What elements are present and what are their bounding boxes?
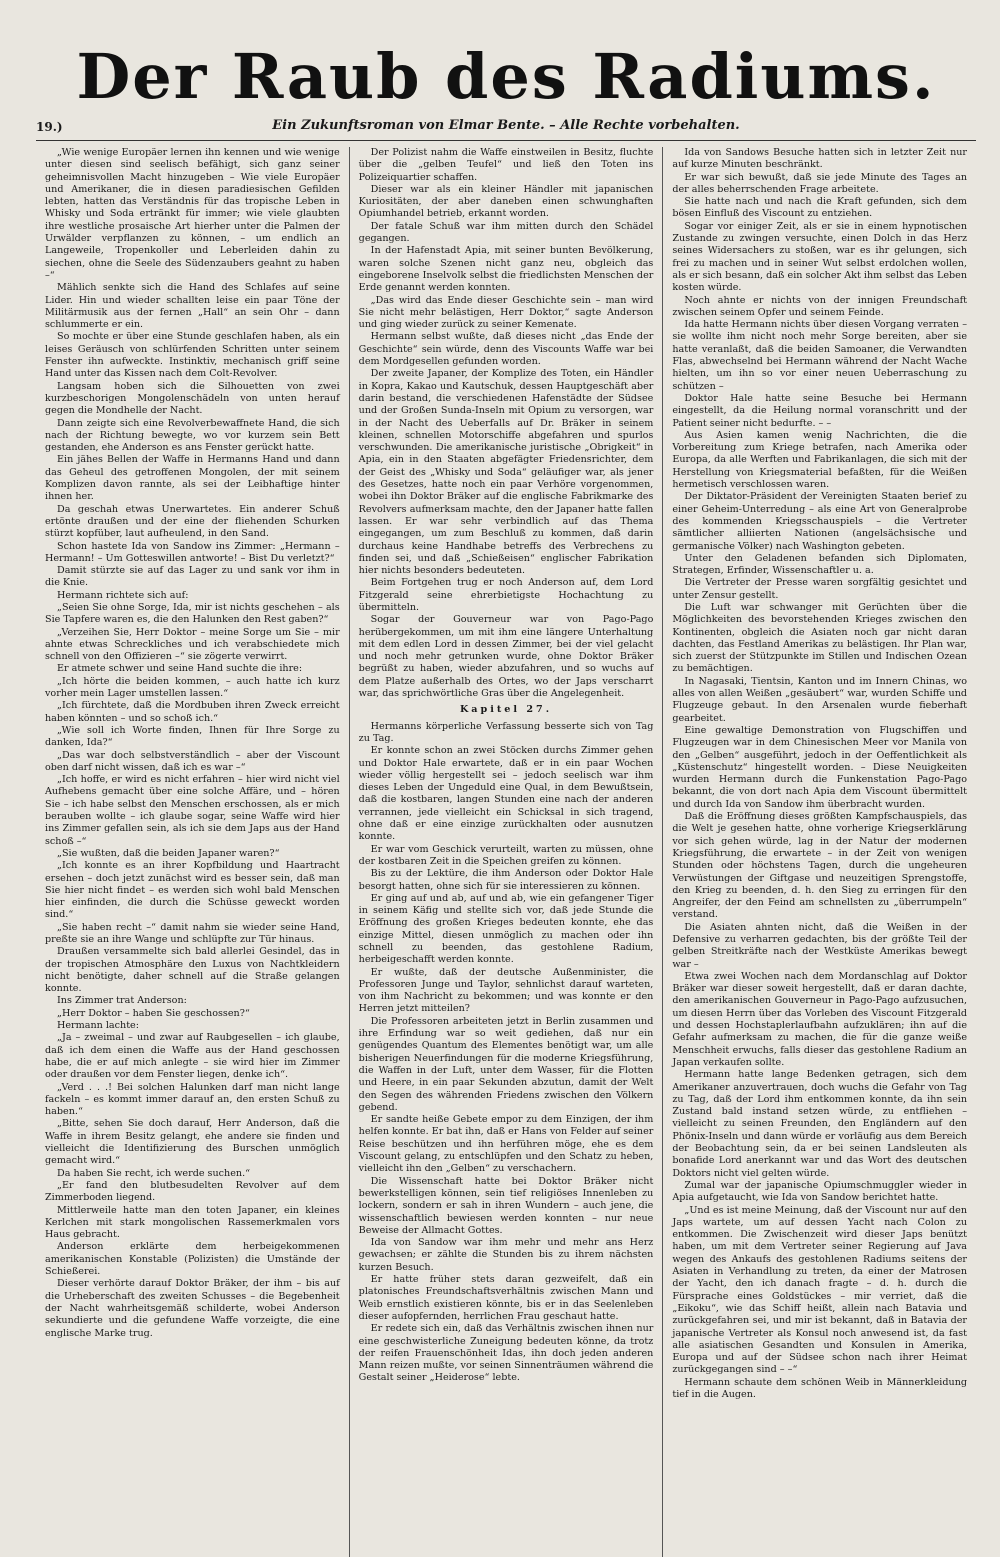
column-1 xyxy=(36,147,349,1557)
paragraph: Die Vertreter der Presse waren sorgfältig gesichtet und unter Zensur gestellt. xyxy=(672,577,968,601)
paragraph: Die Wissenschaft hatte bei Doktor Bräker nicht bewerkstelligen können, sein tief religiöses Innenleben zu lockern, sondern er sah in ihren Wundern – auch jene, die wissenschaftlich bewiesen werden konnten – nur neue Beweise der Allmacht Gottes. xyxy=(358,1175,654,1236)
paragraph: Doktor Hale hatte seine Besuche bei Hermann eingestellt, da die Heilung normal voranschritt und der Patient seiner nicht bedurfte. – – xyxy=(672,392,968,429)
paragraph: Draußen versammelte sich bald allerlei Gesindel, das in der tropischen Atmosphäre den Luxus von Nachtkleidern nicht benötigte, daher schnell auf die Straße gelangen konnte. xyxy=(45,946,340,995)
paragraph: Da geschah etwas Unerwartetes. Ein anderer Schuß ertönte draußen und der eine der fliehenden Schurken stürzt kopfüber, laut aufheulend, in den Sand. xyxy=(45,503,340,540)
paragraph: Die Luft war schwanger mit Gerüchten über die Möglichkeiten des bevorstehenden Krieges zwischen den Kontinenten, obgleich die Asiaten noch gar nicht daran dachten, das Festland Amerikas zu belästigen. Ihr Plan war, sich zuerst der Stützpunkte im Stillen und Indischen Ozean zu bemächtigen. xyxy=(672,601,968,675)
byline-bar xyxy=(36,116,976,141)
paragraph: Die Professoren arbeiteten jetzt in Berlin zusammen und ihre Erfindung war so weit gediehen, daß nur ein genügendes Quantum des Elementes benötigt war, um alle bisherigen Neuerfindungen für die moderne Kriegsführung, die Waffen in der Luft, unter dem Wasser, für die Flotten und Heere, in ein paar Sekunden abzutun, damit der Welt den Segen des währenden Friedens zwischen den Völkern gebend. xyxy=(358,1015,654,1113)
paragraph: In der Hafenstadt Apia, mit seiner bunten Bevölkerung, waren solche Szenen nicht ganz neu, obgleich das eingeborene Inselvolk selbst die friedlichsten Menschen der Erde genannt werden konnten. xyxy=(358,245,654,294)
paragraph: Sie hatte nach und nach die Kraft gefunden, sich dem bösen Einfluß des Viscount zu entziehen. xyxy=(672,196,968,220)
paragraph: Aus Asien kamen wenig Nachrichten, die die Vorbereitung zum Kriege betrafen, nach Amerika oder Europa, da alle Werften und Fabrikanlagen, die sich mit der Herstellung von Kriegsmaterial befaßten, für die Weißen hermetisch verschlossen waren. xyxy=(672,429,968,491)
installment-number: 19.) xyxy=(36,120,63,134)
paragraph: So mochte er über eine Stunde geschlafen haben, als ein leises Geräusch von schlürfenden Schritten unter seinem Fenster ihn aufweckte. Instinktiv, mechanisch griff seine Hand unter das Kissen nach dem Colt-Revolver. xyxy=(45,331,340,380)
paragraph: Hermanns körperliche Verfassung besserte sich von Tag zu Tag. xyxy=(358,720,654,744)
subtitle: Ein Zukunftsroman von Elmar Bente. – Alle Rechte vorbehalten. xyxy=(272,118,740,133)
paragraph: Er war sich bewußt, daß sie jede Minute des Tages an der alles beherrschenden Frage arbeitete. xyxy=(672,171,968,195)
paragraph: Der fatale Schuß war ihm mitten durch den Schädel gegangen. xyxy=(358,220,654,245)
column-2 xyxy=(349,147,663,1557)
paragraph: „Ich fürchtete, daß die Mordbuben ihren Zweck erreicht haben könnten – und so schoß ich.“ xyxy=(45,700,340,724)
paragraph: Ida von Sandows Besuche hatten sich in letzter Zeit nur auf kurze Minuten beschränkt. xyxy=(672,147,968,171)
text-columns xyxy=(36,147,976,1557)
paragraph: Hermann selbst wußte, daß dieses nicht „das Ende der Geschichte“ sein würde, denn des Viscounts Waffe war bei dem Mordgesellen gefunden worden. xyxy=(358,331,654,368)
paragraph: In Nagasaki, Tientsin, Kanton und im Innern Chinas, wo alles von allen Weißen „gesäubert“ war, wurden Schiffe und Flugzeuge gebaut. In den Arsenalen wurde fieberhaft gearbeitet. xyxy=(672,675,968,724)
paragraph: „Ja – zweimal – und zwar auf Raubgesellen – ich glaube, daß ich dem einen die Waffe aus der Hand geschossen habe, die er auf mich anlegte – sie wird hier im Zimmer oder draußen vor dem Fenster liegen, denke ich“. xyxy=(45,1032,340,1081)
paragraph: Er wußte, daß der deutsche Außenminister, die Professoren Junge und Taylor, sehnlichst darauf warteten, von ihm Nachricht zu bekommen; und was konnte er den Herren jetzt mitteilen? xyxy=(358,966,654,1015)
paragraph: Der zweite Japaner, der Komplize des Toten, ein Händler in Kopra, Kakao und Kautschuk, dessen Hauptgeschäft aber darin bestand, die verschiedenen Hafenstädte der Südsee und der Großen Sunda-Inseln mit Opium zu versorgen, war in der Nacht des Ueberfalls auf Dr. Bräker in seinem kleinen, schnellen Motorschiffe abgefahren und spurlos verschwunden. Die amerikanische juristische „Obrigkeit“ in Apia, ein in den Staaten abgefägter Friedensrichter, dem der Geist des „Whisky und Soda“ geläufiger war, als jener des Gesetzes, hatte noch ein paar Verhöre vorgenommen, wobei ihn Doktor Bräker auf die englische Fabrikmarke des Revolvers aufmerksam machte, den der Japaner hatte fallen lassen. Er war sehr verbindlich auf das Thema eingegangen, um zum Beschluß zu kommen, daß darin durchaus keine Handhabe betreffs des Verbrechens zu finden sei, und daß „Schießeisen“ englischer Fabrikation hier nichts besonders bedeuteten. xyxy=(358,368,654,577)
paragraph: Er hatte früher stets daran gezweifelt, daß ein platonisches Freundschaftsverhältnis zwischen Mann und Weib ernstlich existieren könnte, bis er in das Seelenleben dieser aufopfernden, herrlichen Frau geschaut hatte. xyxy=(358,1274,654,1322)
paragraph: Der Polizist nahm die Waffe einstweilen in Besitz, fluchte über die „gelben Teufel“ und ließ den Toten ins Polizeiquartier schaffen. xyxy=(358,147,654,183)
chapter-heading: Kapitel 27. xyxy=(459,704,553,716)
paragraph: „Ich konnte es an ihrer Kopfbildung und Haartracht ersehen – doch jetzt zunächst wird es besser sein, daß man Sie hier nicht findet – es werden sich wohl bald Menschen hier einfinden, die durch die Schüsse geweckt worden sind.“ xyxy=(45,860,340,921)
paragraph: Hermann lachte: xyxy=(57,1020,139,1032)
paragraph: Mählich senkte sich die Hand des Schlafes auf seine Lider. Hin und wieder schallten leise ein paar Töne der Militärmusik aus der fernen „Hall“ an sein Ohr – dann schlummerte er ein. xyxy=(45,282,340,331)
paragraph: Hermann hatte lange Bedenken getragen, sich dem Amerikaner anzuvertrauen, doch wuchs die Gefahr von Tag zu Tag, daß der Lord ihm entkommen konnte, da ihn sein Zustand bald instand setzen würde, zu entfliehen – vielleicht zu seinen Freunden, den Engländern auf den Phönix-Inseln und dann würde er vorläufig aus dem Bereich der Beobachtung sein, da er bei seinen Landsleuten als bonafide Lord anerkannt war und das Wort des deutschen Doktors nicht viel gelten würde. xyxy=(672,1069,968,1179)
paragraph: Dann zeigte sich eine Revolverbewaffnete Hand, die sich nach der Richtung bewegte, wo vor kurzem sein Bett gestanden, ehe Anderson es ans Fenster gerückt hatte. xyxy=(45,417,340,454)
paragraph: Zumal war der japanische Opiumschmuggler wieder in Apia aufgetaucht, wie Ida von Sandow berichtet hatte. xyxy=(672,1179,968,1204)
paragraph: „Verzeihen Sie, Herr Doktor – meine Sorge um Sie – mir ahnte etwas Schreckliches und ich verabschiedete mich schnell von den Offizieren –“ sie zögerte verwirrt. xyxy=(45,626,340,663)
paragraph: Die Asiaten ahnten nicht, daß die Weißen in der Defensive zu verharren gedachten, bis der größte Teil der gelben Streitkräfte nach der Westküste Amerikas bewegt war – xyxy=(672,921,968,970)
paragraph: „Ich hörte die beiden kommen, – auch hatte ich kurz vorher mein Lager umstellen lassen.“ xyxy=(45,675,340,700)
paragraph: „Ich hoffe, er wird es nicht erfahren – hier wird nicht viel Aufhebens gemacht über eine solche Affäre, und – hören Sie – ich habe selbst den Menschen erschossen, als er mich berauben wollte – ich glaube sogar, seine Waffe wird hier ins Zimmer gefallen sein, als ich sie dem Japs aus der Hand schoß –“ xyxy=(45,774,340,847)
paragraph: „Wie soll ich Worte finden, Ihnen für Ihre Sorge zu danken, Ida?“ xyxy=(45,724,340,749)
paragraph: Mittlerweile hatte man den toten Japaner, ein kleines Kerlchen mit stark mongolischen Rassemerkmalen vors Haus gebracht. xyxy=(45,1204,340,1241)
paragraph: „Bitte, sehen Sie doch darauf, Herr Anderson, daß die Waffe in ihrem Besitz gelangt, ehe andere sie finden und vielleicht die Identifizierung des Burschen unmöglich gemacht wird.“ xyxy=(45,1118,340,1167)
paragraph: Hermann richtete sich auf: xyxy=(57,589,189,601)
paragraph: „Das war doch selbstverständlich – aber der Viscount oben darf nicht wissen, daß ich es war –“ xyxy=(45,749,340,773)
paragraph: „Verd . . .! Bei solchen Halunken darf man nicht lange fackeln – es kommt immer darauf an, den ersten Schuß zu haben.“ xyxy=(45,1081,340,1118)
paragraph: Hermann schaute dem schönen Weib in Männerkleidung tief in die Augen. xyxy=(672,1376,968,1400)
paragraph: Der Diktator-Präsident der Vereinigten Staaten berief zu einer Geheim-Unterredung – als eine Art von Generalprobe des kommenden Kriegsschauspiels – die Vertreter sämtlicher alliierten Nationen (angelsächsische und germanische Völker) nach Washington gebeten. xyxy=(672,491,968,552)
paragraph: Er konnte schon an zwei Stöcken durchs Zimmer gehen und Doktor Hale erwartete, daß er in ein paar Wochen wieder völlig hergestellt sei – jedoch seelisch war ihm dieses Leben der Ungeduld eine Qual, in dem Bewußtsein, daß die kostbaren, langen Stunden eine nach der anderen verrannen, jede vielleicht ein Schicksal in sich tragend, ohne daß er eine einzige zurückhalten oder ausnutzen konnte. xyxy=(358,745,654,843)
paragraph: Er ging auf und ab, auf und ab, wie ein gefangener Tiger in seinem Käfig und stellte sich vor, daß jede Stunde die Eröffnung des großen Krieges bedeuten konnte, ehe das einzige Mittel, diesen unmöglich zu machen oder ihn schnell zu beenden, das gestohlene Radium, herbeigeschafft werden konnte. xyxy=(358,892,654,966)
paragraph: Noch ahnte er nichts von der innigen Freundschaft zwischen seinem Opfer und seinem Feinde. xyxy=(672,294,968,318)
paragraph: „Seien Sie ohne Sorge, Ida, mir ist nichts geschehen – als Sie Tapfere waren es, die den Halunken den Rest gaben?“ xyxy=(45,601,340,626)
paragraph: Langsam hoben sich die Silhouetten von zwei kurzbeschorigen Mongolenschädeln von unten herauf gegen die Mondhelle der Nacht. xyxy=(45,380,340,417)
paragraph: Etwa zwei Wochen nach dem Mordanschlag auf Doktor Bräker war dieser soweit hergestellt, daß er daran dachte, den amerikanischen Gouverneur in Pago-Pago aufzusuchen, um diesen Herrn über das Vorleben des Viscount Fitzgerald und dessen Hochstaplerlaufbahn aufzuklären; ihn auf die Gefahr aufmerksam zu machen, die für die ganze weiße Menschheit erwuchs, falls dieser das gestohlene Radium an Japan verkaufen sollte. xyxy=(672,970,968,1068)
paragraph: Schon hastete Ida von Sandow ins Zimmer: „Hermann – Hermann! – Um Gotteswillen antworte! – Bist Du verletzt?“ xyxy=(45,540,340,564)
paragraph: „Herr Doktor – haben Sie geschossen?“ xyxy=(57,1007,250,1019)
paragraph: Er redete sich ein, daß das Verhältnis zwischen ihnen nur eine geschwisterliche Zuneigung bedeuten könne, da trotz der reifen Frauenschönheit Idas, ihn doch jeden anderen Mann reizen mußte, vor seinen Sinnenträumen während die Gestalt seiner „Heiderose“ lebte. xyxy=(358,1323,654,1384)
paragraph: „Wie wenige Europäer lernen ihn kennen und wie wenige unter diesen sind seelisch befähigt, sich ganz seiner geheimnisvollen Macht hinzugeben – Wie viele Europäer und Amerikaner, die in diesen paradiesischen Gefilden lebten, hatten das Verständnis für das tropische Leben in Whisky und Soda ertränkt für immer; wie viele glaubten ihre westliche prosaische Art hierher unter die Palmen der Urwälder verpflanzen zu können, – um endlich an Langeweile, Tropenkoller und Leberleiden dahin zu siechen, ohne die Seele des Südenzaubers geahnt zu haben –“ xyxy=(45,147,340,281)
paragraph: Damit stürzte sie auf das Lager zu und sank vor ihm in die Knie. xyxy=(45,565,340,589)
paragraph: „Und es ist meine Meinung, daß der Viscount nur auf den Japs wartete, um auf dessen Yacht nach Colon zu entkommen. Die Zwischenzeit wird dieser Japs benützt haben, um mit dem Vertreter seiner Regierung auf Java wegen des Ankaufs des gestohlenen Radiums seitens der Asiaten in Verhandlung zu treten, da einer der Matrosen der Yacht, den ich danach fragte – d. h. durch die Fürsprache eines Goldstückes – mir verriet, daß die „Eikoku“, wie das Schiff heißt, allein nach Batavia und zurückgefahren sei, und mir ist bekannt, daß in Batavia der japanische Vertreter als Konsul noch anwesend ist, da fast alle asiatischen Gesandten und Konsulen in Amerika, Europa und auf der Südsee schon nach ihrer Heimat zurückgegangen sind – –“ xyxy=(672,1204,968,1376)
paragraph: Bis zu der Lektüre, die ihm Anderson oder Doktor Hale besorgt hatten, ohne sich für sie interessieren zu können. xyxy=(358,868,654,892)
column-3 xyxy=(662,147,976,1557)
paragraph: Ins Zimmer trat Anderson: xyxy=(57,995,187,1007)
paragraph: Er war vom Geschick verurteilt, warten zu müssen, ohne der kostbaren Zeit in die Speichen greifen zu können. xyxy=(358,843,654,867)
story-title: Der Raub des Radiums. xyxy=(76,40,936,113)
paragraph: Daß die Eröffnung dieses größten Kampfschauspiels, das die Welt je gesehen hatte, ohne vorherige Kriegserklärung vor sich gehen würde, lag in der Natur der modernen Kriegsführung, die erwartete – in der Zeit von wenigen Stunden oder höchstens Tagen, durch die ungeheuren Verwüstungen der Giftgase und neuzeitigen Sprengstoffe, den Krieg zu beenden, d. h. den Sieg zu erringen für den Angreifer, der den Feind am schnellsten zu „überrumpeln“ verstand. xyxy=(672,811,968,921)
paragraph: „Er fand den blutbesudelten Revolver auf dem Zimmerboden liegend. xyxy=(45,1179,340,1204)
paragraph: „Das wird das Ende dieser Geschichte sein – man wird Sie nicht mehr belästigen, Herr Doktor,“ sagte Anderson und ging wieder zurück zu seiner Kemenate. xyxy=(358,294,654,331)
paragraph: Anderson erklärte dem herbeigekommenen amerikanischen Konstable (Polizisten) die Umstände der Schießerei. xyxy=(45,1241,340,1278)
paragraph: Da haben Sie recht, ich werde suchen.“ xyxy=(57,1167,251,1179)
paragraph: Sogar der Gouverneur war von Pago-Pago herübergekommen, um mit ihm eine längere Unterhaltung mit dem edlen Lord in dessen Zimmer, bei der viel gelacht und noch mehr getrunken wurde, ohne Doktor Bräker begrüßt zu haben, wieder abzufahren, und so wuchs auf dem Platze außerhalb des Ortes, wo der Japs verscharrt war, das sprichwörtliche Gras über die Angelegenheit. xyxy=(358,614,654,700)
paragraph: Ein jähes Bellen der Waffe in Hermanns Hand und dann das Geheul des getroffenen Mongolen, der mit seinem Komplizen davon rannte, als sei der Leibhaftige hinter ihnen her. xyxy=(45,454,340,503)
paragraph: Sogar vor einiger Zeit, als er sie in einem hypnotischen Zustande zu zwingen versuchte, einen Dolch in das Herz seines Widersachers zu stoßen, war es ihr gelungen, sich frei zu machen und in seiner Wut selbst erdolchen wollen, als er sich besann, daß ein solcher Akt ihm selbst das Leben kosten würde. xyxy=(672,220,968,294)
paragraph: Ida hatte Hermann nichts über diesen Vorgang verraten – sie wollte ihm nicht noch mehr Sorge bereiten, aber sie hatte veranlaßt, daß die beiden Samoaner, die Verwandten Flas, abwechselnd bei Hermann während der Nacht Wache hielten, um ihn so vor einer neuen Ueberraschung zu schützen – xyxy=(672,319,968,392)
paragraph: Eine gewaltige Demonstration von Flugschiffen und Flugzeugen war in dem Chinesischen Meer vor Manila von den „Gelben“ ausgeführt, jedoch in der Oeffentlichkeit als „Küstenschutz“ hingestellt worden. – Diese Neuigkeiten wurden Hermann durch die Funkenstation Pago-Pago bekannt, die von dort nach Apia dem Viscount übermittelt und durch Ida von Sandow ihm überbracht wurden. xyxy=(672,724,968,810)
paragraph: „Sie haben recht –“ damit nahm sie wieder seine Hand, preßte sie an ihre Wange und schlüpfte zur Tür hinaus. xyxy=(45,921,340,945)
paragraph: Beim Fortgehen trug er noch Anderson auf, dem Lord Fitzgerald seine ehrerbietigste Hochachtung zu übermitteln. xyxy=(358,577,654,613)
paragraph: „Sie wußten, daß die beiden Japaner waren?“ xyxy=(57,847,280,859)
paragraph: Ida von Sandow war ihm mehr und mehr ans Herz gewachsen; er zählte die Stunden bis zu ihrem nächsten kurzen Besuch. xyxy=(358,1237,654,1273)
paragraph: Unter den Geladenen befanden sich Diplomaten, Strategen, Erfinder, Wissenschaftler u. a. xyxy=(672,552,968,577)
paragraph: Er sandte heiße Gebete empor zu dem Einzigen, der ihm helfen konnte. Er bat ihn, daß er Hans von Felder auf seiner Reise beschützen und ihn herführen möge, ehe es dem Viscount gelang, zu entschlüpfen und den Schatz zu heben, vielleicht ihn den „Gelben“ zu verschachern. xyxy=(358,1114,654,1175)
paragraph: Dieser verhörte darauf Doktor Bräker, der ihm – bis auf die Urheberschaft des zweiten Schusses – die Begebenheit der Nacht wahrheitsgemäß schilderte, wobei Anderson sekundierte und die gefundene Waffe vorzeigte, die eine englische Marke trug. xyxy=(45,1278,340,1339)
paragraph: Dieser war als ein kleiner Händler mit japanischen Kuriositäten, der aber daneben einen schwunghaften Opiumhandel betrieb, erkannt worden. xyxy=(358,183,654,220)
paragraph: Er atmete schwer und seine Hand suchte die ihre: xyxy=(57,663,303,675)
